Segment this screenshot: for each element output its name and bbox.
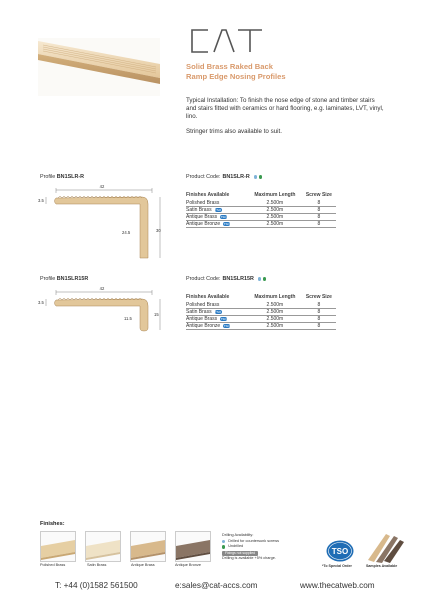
footer-email[interactable]: e:sales@cat-accs.com [175,581,258,590]
finishes-table-1 [186,192,336,228]
swatch-polished-brass [40,531,76,562]
swatch-label: Polished Brass [40,563,66,567]
undrilled-dot [259,175,262,178]
drilling-info: Drilling Availability: Drilled for countersunk screws Undrilled Fixings not supplied Drilling is available +5% charge. [222,533,280,561]
table-row: Antique Brass TSO 2.500m 8 [186,316,336,323]
undrilled-dot [263,277,266,280]
table-header: Finishes Available Maximum Length Screw Size [186,294,332,300]
title-line-1: Solid Brass Raked Back [186,62,273,71]
undrilled-dot [222,545,225,548]
table-row: Antique Brass TSO 2.500m 8 [186,214,336,221]
samples-label: Samples Available [366,564,398,568]
tso-logo [326,540,354,562]
table-row: Satin Brass TSO 2.500m 8 [186,207,336,214]
drilled-dot [254,175,257,178]
footer-web[interactable]: www.thecatweb.com [300,581,375,590]
installation-description: Typical Installation: To finish the nose edge of stone and timber stairs and stairs fitted with ceramics or hard flooring, e.g. laminates, LVT, vinyl, lino. [186,97,384,121]
product-code-1: Product Code: BN1SLR-R [186,174,262,180]
drilled-dot [222,540,225,543]
tso-badge: TSO [223,221,230,226]
table-row: Antique Bronze TSO 2.500m 8 [186,221,336,228]
swatch-label: Antique Bronze [175,563,201,567]
tso-badge: TSO [220,214,227,219]
fixings-pill: Fixings not supplied [222,551,258,556]
swatch-satin-brass [85,531,121,562]
title-line-2: Ramp Edge Nosing Profiles [186,71,286,81]
drilled-dot [258,277,261,280]
swatch-antique-bronze [175,531,211,562]
drilling-note: Drilling is available +5% charge. [222,556,276,561]
dim-width: 42 [99,286,105,291]
dim-thickness: 3.5 [38,300,44,305]
svg-text:TSO: TSO [331,547,349,556]
drilling-title: Drilling Availability: [222,533,254,537]
tso-badge: TSO [223,323,230,328]
profile-code: BN1SLR15R [56,276,89,282]
swatch-antique-brass [130,531,166,562]
table-row: Polished Brass 2.500m 8 [186,200,336,207]
swatch-label: Antique Brass [131,563,155,567]
table-row: Antique Bronze TSO 2.500m 8 [186,323,336,330]
swatch-label: Satin Brass [87,563,107,567]
dim-thickness: 3.5 [38,198,44,203]
profile-drawing-2 [36,284,166,334]
footer-phone: T: +44 (0)1582 561500 [55,581,138,590]
tso-badge: TSO [220,316,227,321]
dim-inner-height: 24.5 [122,230,131,235]
dim-inner-height: 11.5 [124,316,132,321]
finishes-title: Finishes: [40,521,65,527]
tso-badge: TSO [214,309,222,314]
product-code-2: Product Code: BN1SLR15R [186,276,266,282]
tso-label: *To Special Order [322,564,352,568]
cat-logo [188,26,266,56]
profile-label-2: Profile BN1SLR15R [40,276,89,282]
dim-height: 30 [156,228,161,233]
profile-code: BN1SLR-R [56,174,85,180]
samples-image [366,530,406,563]
product-code-value: BN1SLR15R [222,276,254,282]
product-photo [38,38,160,96]
stringer-note: Stringer trims also available to suit. [186,128,282,135]
finishes-table-2 [186,294,336,330]
dim-height: 15 [154,312,159,317]
profile-label-1: Profile BN1SLR-R [40,174,85,180]
product-code-value: BN1SLR-R [222,174,250,180]
table-row: Polished Brass 2.500m 8 [186,302,336,309]
tso-badge: TSO [214,207,222,212]
profile-drawing-1 [36,182,166,262]
table-header: Finishes Available Maximum Length Screw Size [186,192,332,198]
product-title [186,62,386,81]
dim-width: 42 [99,184,105,189]
table-row: Satin Brass TSO 2.500m 8 [186,309,336,316]
